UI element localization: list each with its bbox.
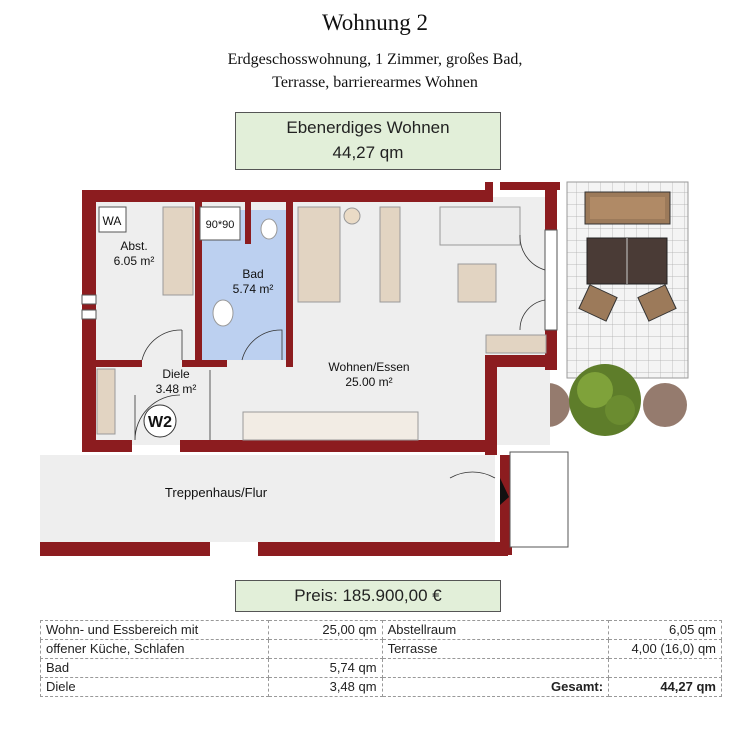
badge-line-1: Ebenerdiges Wohnen	[286, 118, 450, 137]
subtitle-line-2: Terrasse, barrierearmes Wohnen	[272, 74, 478, 91]
table-row	[41, 640, 722, 659]
cell-label: Wohn- und Essbereich mit	[41, 621, 269, 640]
cell-value: 25,00 qm	[268, 621, 382, 640]
cell-label: Bad	[41, 659, 269, 678]
price-box	[235, 580, 501, 612]
cell-value	[609, 659, 722, 678]
cell-label: Abstellraum	[382, 621, 608, 640]
table-row	[41, 678, 722, 697]
cell-label: Terrasse	[382, 640, 608, 659]
total-label: Gesamt:	[382, 678, 608, 697]
room-wohnen-area: 25.00 m²	[345, 375, 393, 389]
room-bad-area: 5.74 m²	[232, 282, 274, 296]
terrace-bench	[585, 192, 670, 224]
shower-label: 90*90	[205, 219, 235, 231]
cell-label	[382, 659, 608, 678]
cell-label: offener Küche, Schlafen	[41, 640, 269, 659]
total-value: 44,27 qm	[609, 678, 722, 697]
price-label: Preis: 185.900,00 €	[294, 586, 442, 605]
room-abst-name: Abst.	[120, 239, 148, 253]
room-diele-area: 3.48 m²	[155, 382, 197, 396]
room-wohnen-name: Wohnen/Essen	[328, 360, 410, 374]
table-row	[41, 659, 722, 678]
room-diele-name: Diele	[162, 367, 190, 381]
cell-value: 3,48 qm	[268, 678, 382, 697]
corridor	[40, 455, 495, 542]
entrance-porch	[510, 452, 568, 547]
room-bad-name: Bad	[242, 267, 264, 281]
area-table	[40, 620, 722, 697]
cell-label: Diele	[41, 678, 269, 697]
cell-value	[268, 640, 382, 659]
wa-label: WA	[102, 214, 122, 228]
corridor-label: Treppenhaus/Flur	[164, 485, 268, 500]
room-abst-area: 6.05 m²	[113, 254, 155, 268]
cell-value: 6,05 qm	[609, 621, 722, 640]
subtitle-line-1: Erdgeschosswohnung, 1 Zimmer, großes Bad,	[227, 51, 523, 68]
cell-value: 4,00 (16,0) qm	[609, 640, 722, 659]
page-title: Wohnung 2	[321, 10, 429, 35]
table-row	[41, 621, 722, 640]
cell-value: 5,74 qm	[268, 659, 382, 678]
terrace-table	[587, 238, 667, 284]
unit-marker-label: W2	[148, 414, 172, 431]
badge-line-2: 44,27 qm	[332, 143, 404, 162]
